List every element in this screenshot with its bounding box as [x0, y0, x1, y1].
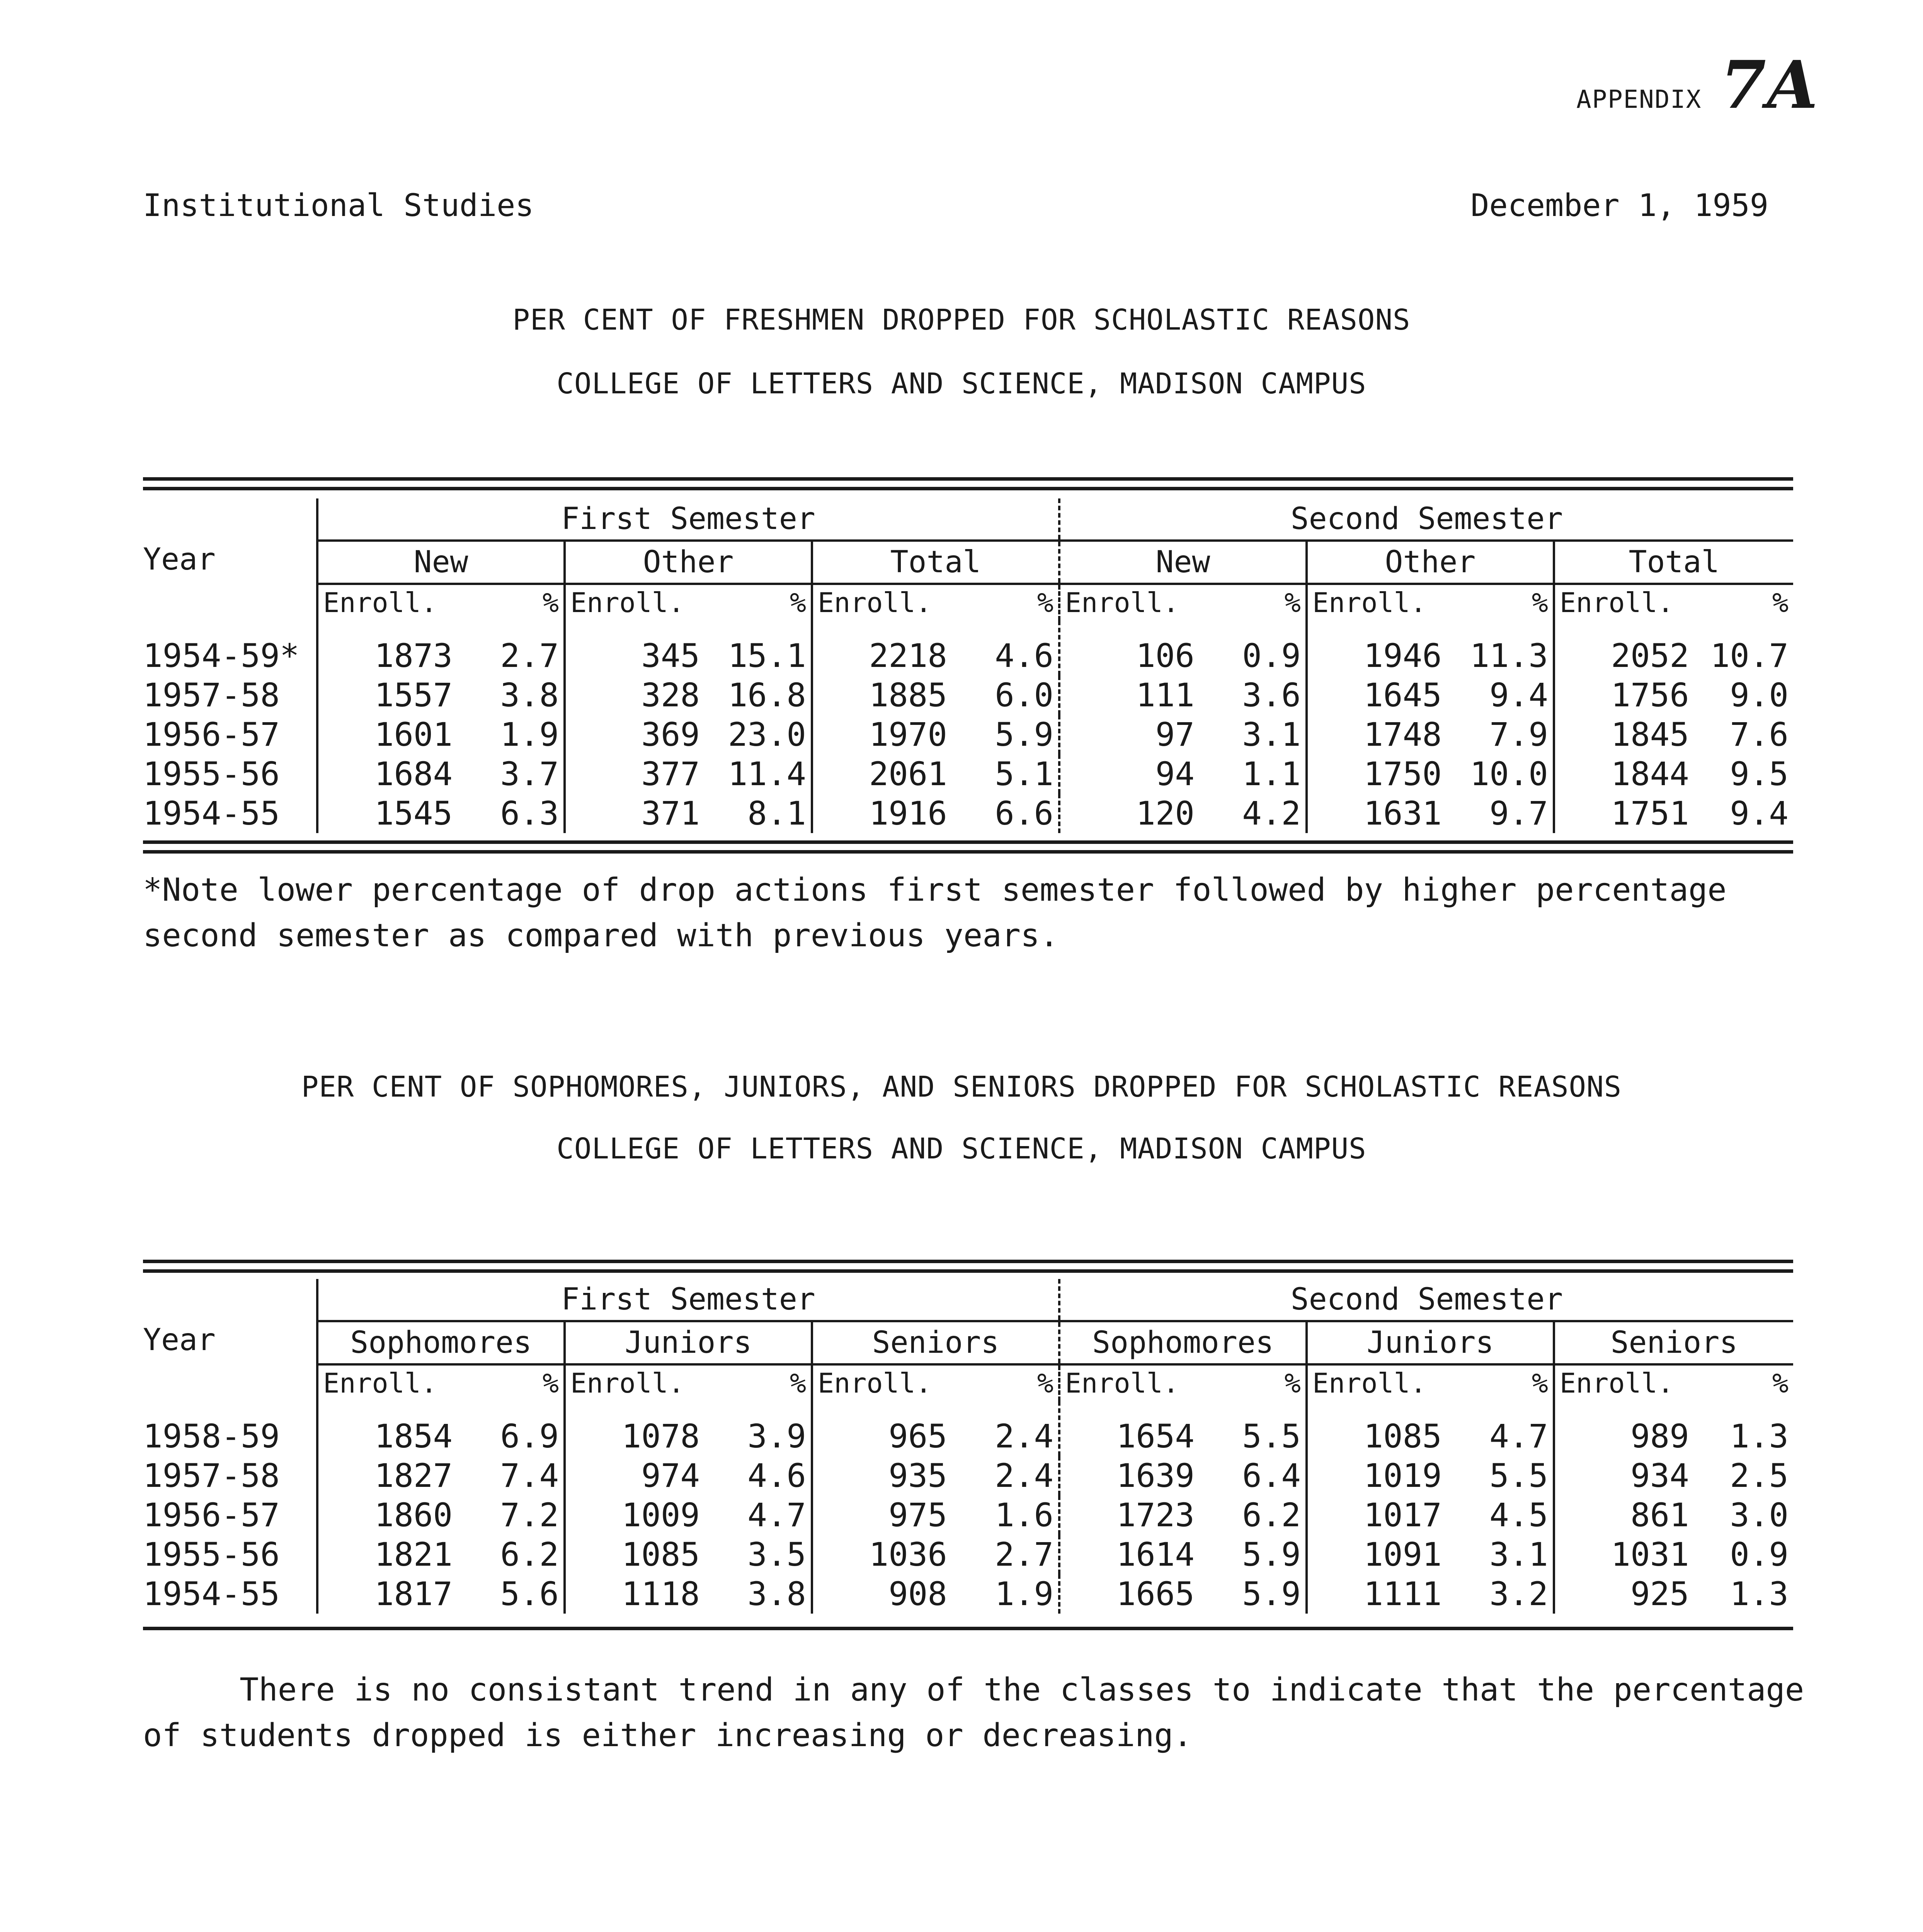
second-semester-header: Second Semester: [1059, 1279, 1793, 1321]
data-cell: 377: [565, 754, 705, 794]
enroll-header: Enroll.: [812, 1364, 952, 1401]
enroll-header: Enroll.: [317, 584, 457, 621]
data-cell: 1.9: [995, 1575, 1054, 1613]
data-cell: 1.1: [1242, 755, 1301, 793]
column-header-row: [143, 1364, 1793, 1401]
data-cell: 10.0: [1470, 755, 1548, 793]
percent-header: %: [1037, 1367, 1054, 1399]
data-cell: 10.7: [1710, 637, 1789, 675]
data-cell: 111: [1059, 675, 1199, 715]
data-cell: 1916: [812, 794, 952, 833]
data-cell: 974: [565, 1456, 705, 1495]
data-cell: 925: [1554, 1574, 1694, 1614]
group-header-row: [143, 1321, 1793, 1364]
table1-footnote: *Note lower percentage of drop actions first semester followed by higher percentage second semester as compared with previous years.: [143, 872, 1727, 954]
data-cell: 1009: [565, 1495, 705, 1535]
group-header-other: Other: [565, 541, 812, 584]
data-cell: 4.5: [1489, 1496, 1548, 1534]
data-cell: 9.4: [1489, 676, 1548, 714]
data-cell: 1614: [1059, 1535, 1199, 1574]
group-header-seniors: Seniors: [1554, 1321, 1793, 1364]
data-cell: 23.0: [728, 716, 806, 753]
table-row: [143, 675, 1793, 715]
data-cell: 6.6: [995, 794, 1054, 832]
data-cell: 0.9: [1242, 637, 1301, 675]
data-cell: 7.2: [500, 1496, 559, 1534]
enroll-header: Enroll.: [812, 584, 952, 621]
percent-header: %: [1772, 1367, 1789, 1399]
data-cell: 7.6: [1730, 716, 1789, 753]
data-cell: 1946: [1307, 621, 1447, 675]
enroll-header: Enroll.: [317, 1364, 457, 1401]
data-cell: 3.0: [1730, 1496, 1789, 1534]
table2-bottom-rule: [143, 1627, 1793, 1630]
group-header-row: [143, 541, 1793, 584]
table1-bottom-rule: [143, 840, 1793, 854]
year-cell: 1955-56: [143, 1536, 280, 1573]
data-cell: 11.4: [728, 755, 806, 793]
data-cell: 934: [1554, 1456, 1694, 1495]
data-cell: 2052: [1554, 621, 1694, 675]
data-cell: 5.9: [1242, 1536, 1301, 1573]
data-cell: 975: [812, 1495, 952, 1535]
table-row: [143, 754, 1793, 794]
data-cell: 908: [812, 1574, 952, 1614]
enroll-header: Enroll.: [1307, 584, 1447, 621]
data-cell: 9.5: [1730, 755, 1789, 793]
data-cell: 1756: [1554, 675, 1694, 715]
data-cell: 6.2: [1242, 1496, 1301, 1534]
data-cell: 1085: [565, 1535, 705, 1574]
data-cell: 4.6: [995, 637, 1054, 675]
data-cell: 1545: [317, 794, 457, 833]
data-cell: 1654: [1059, 1401, 1199, 1456]
data-cell: 1854: [317, 1401, 457, 1456]
enroll-header: Enroll.: [1554, 1364, 1694, 1401]
appendix-text: APPENDIX: [1576, 85, 1702, 114]
group-header-new: New: [317, 541, 565, 584]
data-cell: 1639: [1059, 1456, 1199, 1495]
data-cell: 3.9: [747, 1417, 806, 1455]
year-cell: 1956-57: [143, 1496, 280, 1534]
percent-header: %: [1037, 587, 1054, 619]
first-semester-header: First Semester: [317, 498, 1059, 541]
percent-header: %: [1532, 1367, 1548, 1399]
data-cell: 6.0: [995, 676, 1054, 714]
data-cell: 369: [565, 715, 705, 754]
data-cell: 1827: [317, 1456, 457, 1495]
upperclass-drop-table: [143, 1279, 1793, 1614]
year-header: Year: [143, 542, 216, 577]
table-row: [143, 794, 1793, 833]
data-cell: 3.6: [1242, 676, 1301, 714]
data-cell: 9.7: [1489, 794, 1548, 832]
data-cell: 345: [565, 621, 705, 675]
data-cell: 1.3: [1730, 1417, 1789, 1455]
data-cell: 1036: [812, 1535, 952, 1574]
data-cell: 4.6: [747, 1457, 806, 1495]
data-cell: 9.0: [1730, 676, 1789, 714]
data-cell: 1078: [565, 1401, 705, 1456]
semester-header-row: [143, 1279, 1793, 1321]
data-cell: 965: [812, 1401, 952, 1456]
data-cell: 3.8: [747, 1575, 806, 1613]
data-cell: 16.8: [728, 676, 806, 714]
enroll-header: Enroll.: [1554, 584, 1694, 621]
data-cell: 1821: [317, 1535, 457, 1574]
document-date: December 1, 1959: [1470, 187, 1768, 223]
data-cell: 1751: [1554, 794, 1694, 833]
data-cell: 8.1: [747, 794, 806, 832]
freshmen-drop-table: [143, 498, 1793, 833]
year-header: Year: [143, 1323, 216, 1357]
data-cell: 2061: [812, 754, 952, 794]
data-cell: 1017: [1307, 1495, 1447, 1535]
enroll-header: Enroll.: [565, 1364, 705, 1401]
data-cell: 1.3: [1730, 1575, 1789, 1613]
year-cell: 1954-55: [143, 1575, 280, 1613]
data-cell: 1845: [1554, 715, 1694, 754]
data-cell: 1601: [317, 715, 457, 754]
data-cell: 6.4: [1242, 1457, 1301, 1495]
percent-header: %: [790, 587, 806, 619]
table2-top-rule: [143, 1260, 1793, 1273]
data-cell: 1019: [1307, 1456, 1447, 1495]
data-cell: 1631: [1307, 794, 1447, 833]
department-name: Institutional Studies: [143, 187, 534, 223]
enroll-header: Enroll.: [1059, 1364, 1199, 1401]
data-cell: 6.9: [500, 1417, 559, 1455]
table2-subtitle: COLLEGE OF LETTERS AND SCIENCE, MADISON CAMPUS: [556, 1132, 1367, 1165]
data-cell: 7.9: [1489, 716, 1548, 753]
data-cell: 989: [1554, 1401, 1694, 1456]
data-cell: 2.4: [995, 1417, 1054, 1455]
data-cell: 1111: [1307, 1574, 1447, 1614]
data-cell: 1970: [812, 715, 952, 754]
data-cell: 5.9: [995, 716, 1054, 753]
table-row: [143, 1574, 1793, 1614]
data-cell: 2.4: [995, 1457, 1054, 1495]
data-cell: 5.5: [1489, 1457, 1548, 1495]
appendix-number: 7A: [1720, 46, 1819, 124]
data-cell: 3.1: [1489, 1536, 1548, 1573]
data-cell: 3.2: [1489, 1575, 1548, 1613]
column-header-row: [143, 584, 1793, 621]
percent-header: %: [1284, 1367, 1301, 1399]
data-cell: 9.4: [1730, 794, 1789, 832]
data-cell: 1665: [1059, 1574, 1199, 1614]
data-cell: 0.9: [1730, 1536, 1789, 1573]
data-cell: 1873: [317, 621, 457, 675]
data-cell: 7.4: [500, 1457, 559, 1495]
data-cell: 1645: [1307, 675, 1447, 715]
year-cell: 1957-58: [143, 676, 280, 714]
year-cell: 1955-56: [143, 755, 280, 793]
table-row: [143, 715, 1793, 754]
table1-title: PER CENT OF FRESHMEN DROPPED FOR SCHOLASTIC REASONS: [512, 303, 1411, 337]
data-cell: 3.1: [1242, 716, 1301, 753]
group-header-juniors: Juniors: [565, 1321, 812, 1364]
data-cell: 120: [1059, 794, 1199, 833]
year-cell: 1958-59: [143, 1417, 280, 1455]
data-cell: 1817: [317, 1574, 457, 1614]
semester-header-row: [143, 498, 1793, 541]
year-cell: 1954-55: [143, 794, 280, 832]
data-cell: 1844: [1554, 754, 1694, 794]
table1-top-rule: [143, 477, 1793, 490]
data-cell: 5.6: [500, 1575, 559, 1613]
second-semester-header: Second Semester: [1059, 498, 1793, 541]
data-cell: 1723: [1059, 1495, 1199, 1535]
data-cell: 1748: [1307, 715, 1447, 754]
percent-header: %: [1284, 587, 1301, 619]
data-cell: 2.5: [1730, 1457, 1789, 1495]
data-cell: 935: [812, 1456, 952, 1495]
data-cell: 1860: [317, 1495, 457, 1535]
data-cell: 6.3: [500, 794, 559, 832]
group-header-other: Other: [1307, 541, 1554, 584]
data-cell: 2.7: [500, 637, 559, 675]
percent-header: %: [1532, 587, 1548, 619]
data-cell: 15.1: [728, 637, 806, 675]
data-cell: 2218: [812, 621, 952, 675]
table-row: [143, 1495, 1793, 1535]
table-row: [143, 1535, 1793, 1574]
data-cell: 94: [1059, 754, 1199, 794]
data-cell: 861: [1554, 1495, 1694, 1535]
group-header-new: New: [1059, 541, 1307, 584]
table2-title: PER CENT OF SOPHOMORES, JUNIORS, AND SENIORS DROPPED FOR SCHOLASTIC REASONS: [301, 1070, 1622, 1104]
percent-header: %: [790, 1367, 806, 1399]
data-cell: 5.9: [1242, 1575, 1301, 1613]
data-cell: 3.5: [747, 1536, 806, 1573]
data-cell: 6.2: [500, 1536, 559, 1573]
table-row: [143, 621, 1793, 675]
percent-header: %: [1772, 587, 1789, 619]
data-cell: 328: [565, 675, 705, 715]
group-header-juniors: Juniors: [1307, 1321, 1554, 1364]
data-cell: 3.8: [500, 676, 559, 714]
data-cell: 371: [565, 794, 705, 833]
year-cell: 1956-57: [143, 716, 280, 753]
data-cell: 1091: [1307, 1535, 1447, 1574]
year-cell: 1954-59*: [143, 637, 300, 675]
group-header-total: Total: [812, 541, 1059, 584]
table-row: [143, 1401, 1793, 1456]
data-cell: 97: [1059, 715, 1199, 754]
group-header-sophomores: Sophomores: [317, 1321, 565, 1364]
data-cell: 1031: [1554, 1535, 1694, 1574]
group-header-total: Total: [1554, 541, 1793, 584]
data-cell: 4.2: [1242, 794, 1301, 832]
data-cell: 1557: [317, 675, 457, 715]
data-cell: 1885: [812, 675, 952, 715]
enroll-header: Enroll.: [1307, 1364, 1447, 1401]
data-cell: 3.7: [500, 755, 559, 793]
percent-header: %: [542, 1367, 559, 1399]
table2-conclusion: There is no consistant trend in any of the classes to indicate that the percentage of students dropped is either increasing or decreasing.: [143, 1672, 1804, 1754]
data-cell: 1085: [1307, 1401, 1447, 1456]
data-cell: 11.3: [1470, 637, 1548, 675]
data-cell: 2.7: [995, 1536, 1054, 1573]
enroll-header: Enroll.: [1059, 584, 1199, 621]
percent-header: %: [542, 587, 559, 619]
data-cell: 1.9: [500, 716, 559, 753]
enroll-header: Enroll.: [565, 584, 705, 621]
data-cell: 4.7: [1489, 1417, 1548, 1455]
first-semester-header: First Semester: [317, 1279, 1059, 1321]
data-cell: 4.7: [747, 1496, 806, 1534]
data-cell: 5.1: [995, 755, 1054, 793]
data-cell: 1118: [565, 1574, 705, 1614]
data-cell: 106: [1059, 621, 1199, 675]
group-header-sophomores: Sophomores: [1059, 1321, 1307, 1364]
data-cell: 1.6: [995, 1496, 1054, 1534]
year-cell: 1957-58: [143, 1457, 280, 1495]
data-cell: 1750: [1307, 754, 1447, 794]
data-cell: 5.5: [1242, 1417, 1301, 1455]
table-row: [143, 1456, 1793, 1495]
appendix-label-top: [1576, 46, 1819, 124]
data-cell: 1684: [317, 754, 457, 794]
group-header-seniors: Seniors: [812, 1321, 1059, 1364]
table1-subtitle: COLLEGE OF LETTERS AND SCIENCE, MADISON CAMPUS: [556, 367, 1367, 400]
